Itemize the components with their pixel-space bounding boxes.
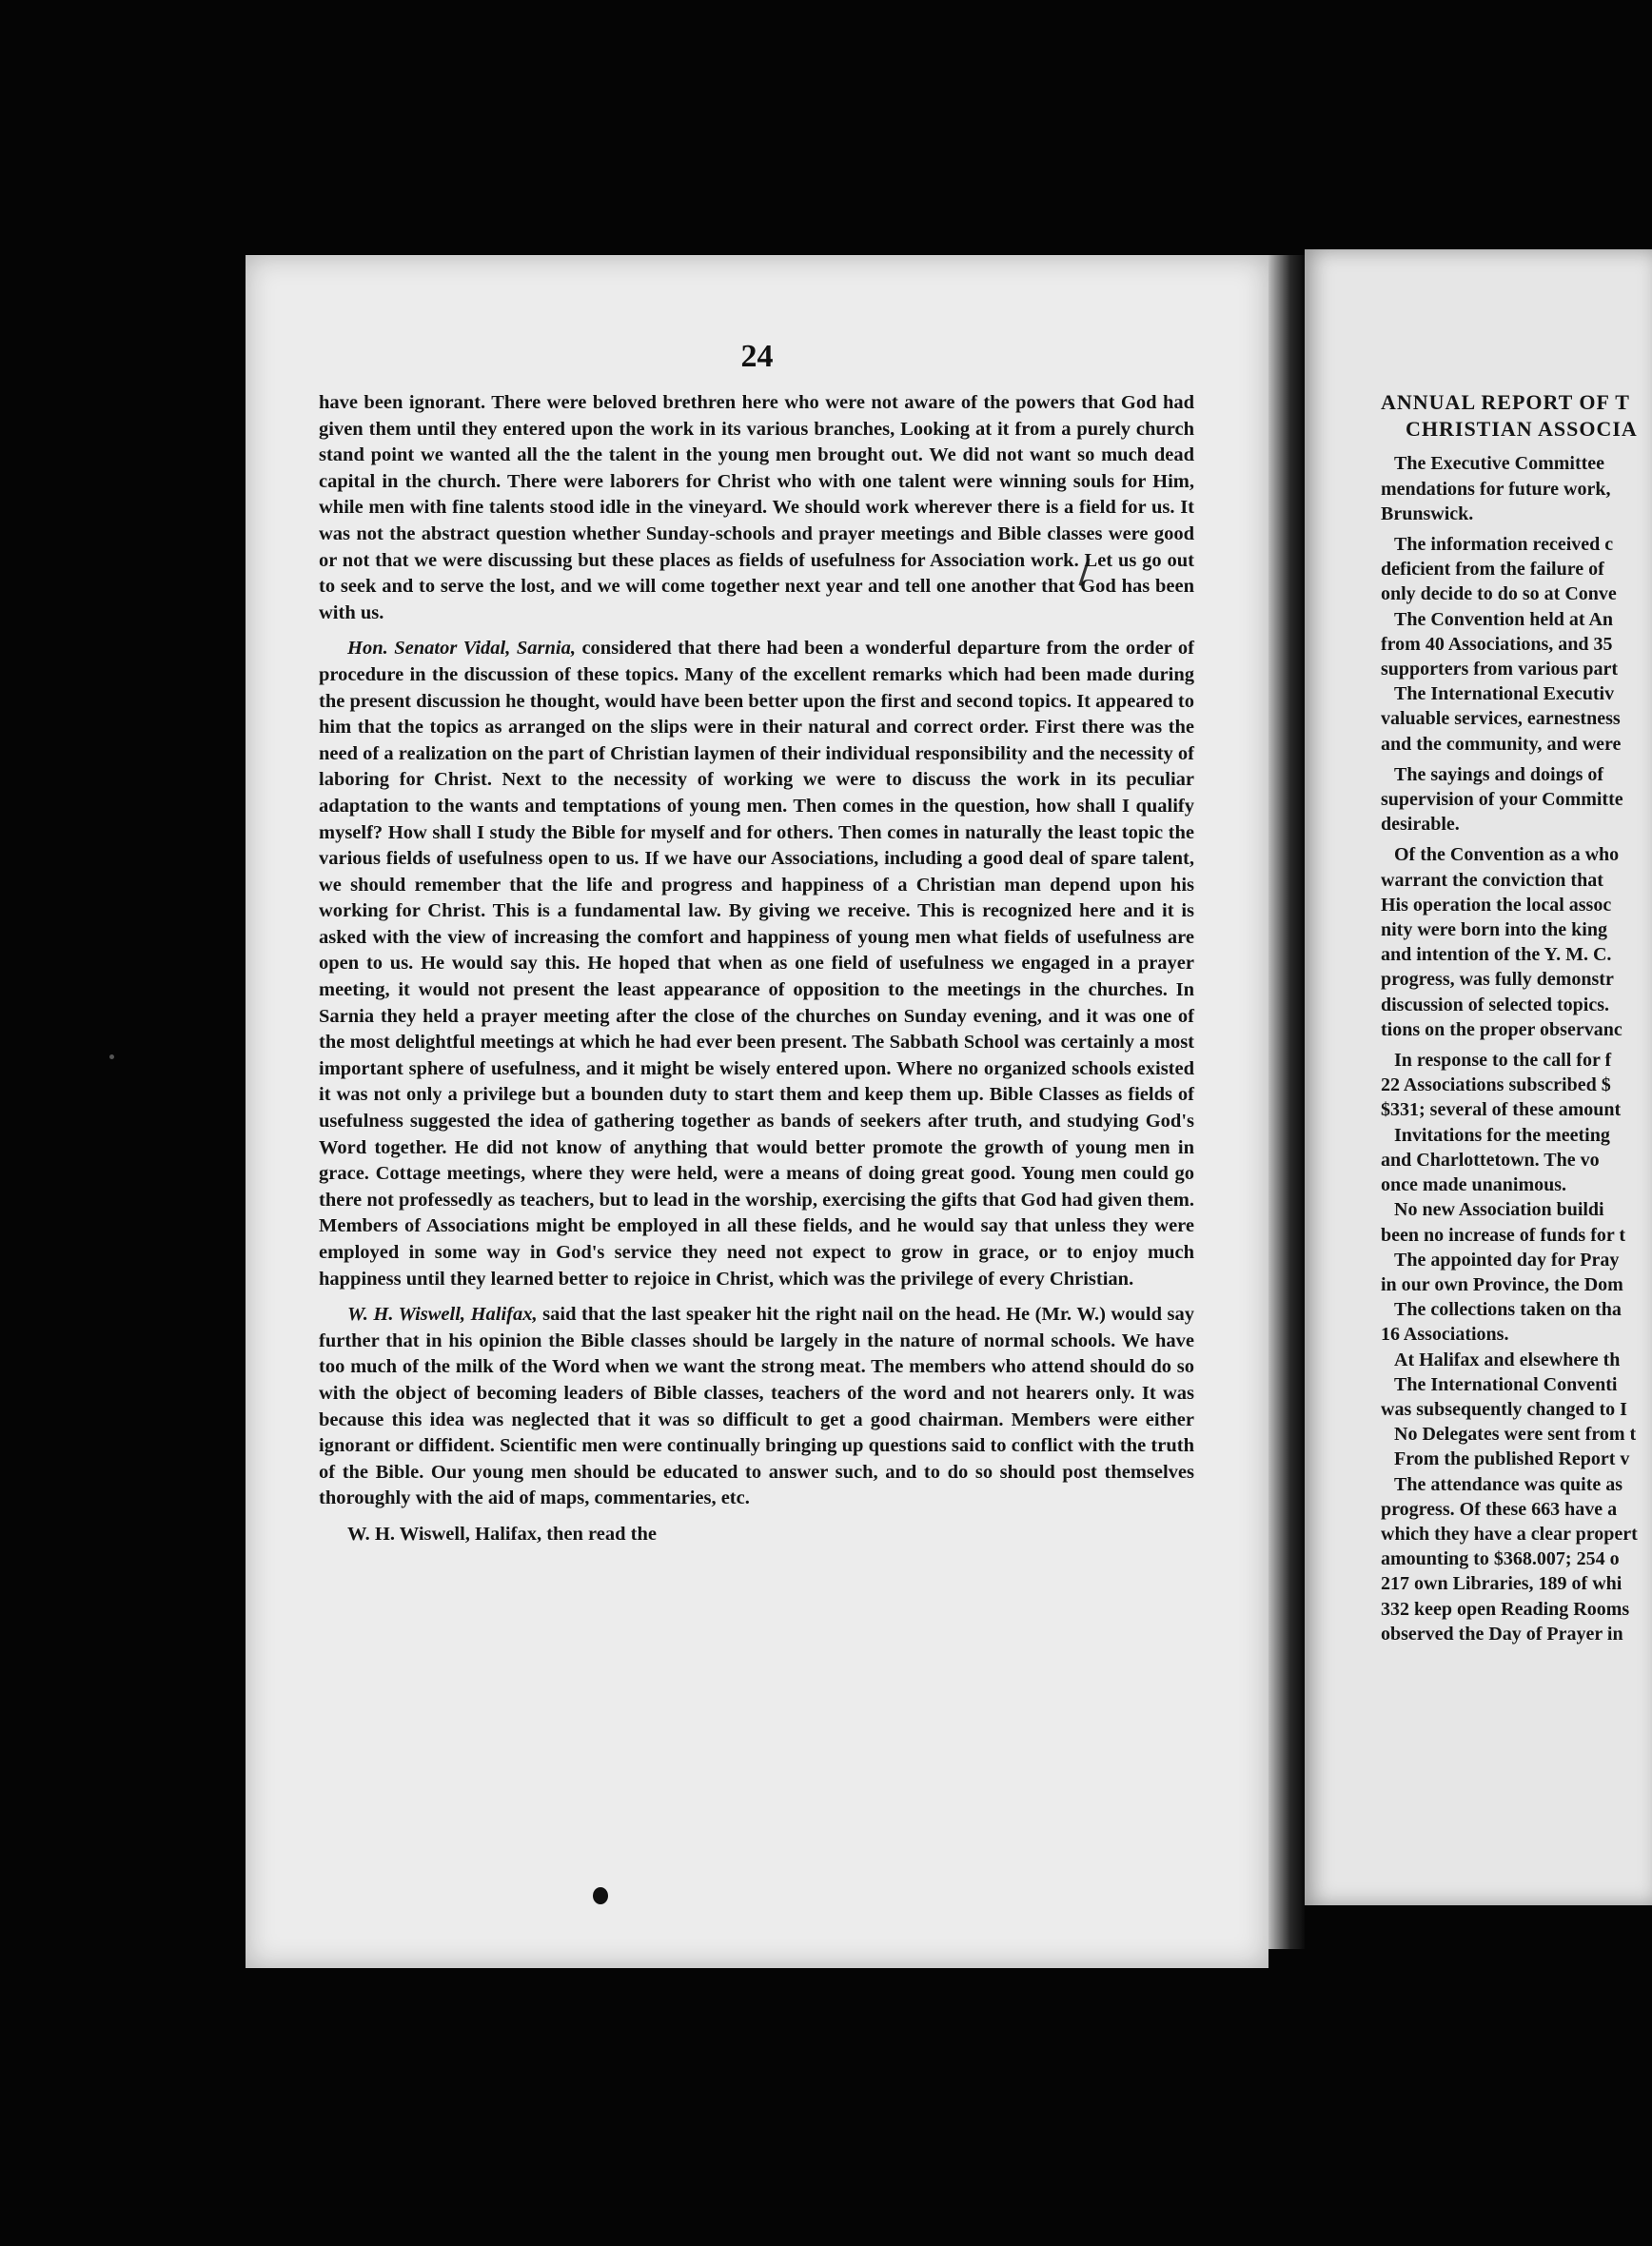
right-page-title: ANNUAL REPORT OF T — [1381, 390, 1630, 414]
right-page-line: tions on the proper observanc — [1381, 1018, 1622, 1040]
right-page-line: 16 Associations. — [1381, 1324, 1509, 1346]
right-page-line: amounting to $368.007; 254 o — [1381, 1548, 1620, 1570]
right-page-line: 22 Associations subscribed $ — [1381, 1074, 1611, 1096]
right-page-line: The Executive Committee — [1394, 453, 1605, 475]
right-page-line: once made unanimous. — [1381, 1174, 1567, 1196]
right-page-line: was subsequently changed to I — [1381, 1398, 1627, 1420]
right-page-line: desirable. — [1381, 814, 1460, 836]
right-page-line: from 40 Associations, and 35 — [1381, 633, 1613, 655]
right-page-line: been no increase of funds for t — [1381, 1224, 1626, 1246]
right-page-line: progress. Of these 663 have a — [1381, 1498, 1618, 1520]
dust-speck — [109, 1054, 114, 1059]
paragraph-2 — [319, 636, 1194, 1292]
left-page — [246, 255, 1268, 1968]
book-gutter — [1268, 255, 1305, 1949]
right-page-subtitle: CHRISTIAN ASSOCIA — [1406, 417, 1638, 442]
right-page-line: only decide to do so at Conve — [1381, 583, 1617, 605]
right-page-line: Of the Convention as a who — [1394, 844, 1620, 866]
right-page-line: valuable services, earnestness — [1381, 708, 1621, 730]
paragraph-body: considered that there had been a wonderful departure from the order of procedure in the discussion of these topics. Many of the excellent remarks which had been made during the present discussion he thought, would have been better upon the first and second topics. It appeared to him that the topics as arranged on the slips were in their natural and correct order. First there was the need of a realization on the part of Christian laymen of their individual responsibility and the necessity of laboring for Christ. Next to the necessity of working we were to discuss the work in its peculiar adaptation to the wants and temptations of young men. Then comes in the question, how shall I qualify myself? How shall I study the Bible for myself and for others. Then comes in naturally the least topic the various fields of usefulness open to us. If we have our Associations, including a good deal of spare talent, we should remember that the life and progress and happiness of a Christian man depend upon his working for Christ. This is a fundamental law. By giving we receive. This is recognized here and it is asked with the view of increasing the comfort and happiness of young men what fields of usefulness are open to us. He would say this. He hoped that when as one field of usefulness we engaged in a prayer meeting, it would not present the least appearance of opposition to the meetings in the churches. In Sarnia they held a prayer meeting after the close of the churches on Sunday evening, and it was one of the most delightful meetings at which he had ever been present. The Sabbath School was certainly a most important sphere of usefulness, and it might be wisely entered upon. Where no organized schools existed it was not only a privilege but a bounden duty to start them and keep them up. Bible Classes as fields of usefulness suggested the idea of gathering together as bands of seekers after truth, and studying God's Word together. He did not know of anything that would better promote the growth of young men in grace. Cottage meetings, where they were held, were a means of doing great good. Young men could go there not professedly as teachers, but to lead in the worship, exercising the gifts that God had given them. Members of Associations might be employed in all these fields, and he would say that unless they were employed in some way in God's service they need not expect to grow in grace, or to enjoy much happiness until they learned better to rejoice in Christ, which was the privilege of every Christian. — [319, 638, 1194, 1290]
right-page-line: 332 keep open Reading Rooms — [1381, 1598, 1630, 1620]
right-page-line: No Delegates were sent from t — [1394, 1424, 1637, 1446]
right-page-line: and the community, and were — [1381, 733, 1622, 755]
right-page-line: and intention of the Y. M. C. — [1381, 944, 1612, 966]
right-page-line: The Convention held at An — [1394, 608, 1614, 630]
right-page-line: Brunswick. — [1381, 502, 1474, 524]
left-page-text — [319, 390, 1194, 1558]
right-page-line: At Halifax and elsewhere th — [1394, 1349, 1621, 1370]
right-page-line: The sayings and doings of — [1394, 763, 1604, 785]
right-page-line: Invitations for the meeting — [1394, 1124, 1610, 1146]
paragraph-4: W. H. Wiswell, Halifax, then read the — [347, 1523, 657, 1545]
right-page-line: $331; several of these amount — [1381, 1099, 1622, 1121]
right-page-line: No new Association buildi — [1394, 1199, 1604, 1221]
page-number: 24 — [740, 339, 774, 374]
right-page — [1305, 249, 1652, 1905]
right-page-line: progress, was fully demonstr — [1381, 969, 1614, 991]
right-page-line: In response to the call for f — [1394, 1050, 1612, 1072]
right-page-line: observed the Day of Prayer in — [1381, 1623, 1623, 1645]
right-page-line: The International Conventi — [1394, 1373, 1618, 1395]
speaker-name: W. H. Wiswell, Halifax, — [347, 1304, 538, 1326]
right-page-line: The collections taken on tha — [1394, 1299, 1622, 1321]
right-page-line: deficient from the failure of — [1381, 559, 1604, 581]
right-page-line: The International Executiv — [1394, 683, 1615, 705]
right-page-line: discussion of selected topics. — [1381, 994, 1609, 1015]
right-page-line: supervision of your Committe — [1381, 789, 1623, 811]
right-page-lines — [1381, 451, 1652, 1646]
paragraph-body: said that the last speaker hit the right nail on the head. He (Mr. W.) would say further that in his opinion the Bible classes should be largely in the nature of normal schools. We have too much of the milk of the Word when we want the strong meat. The members who attend should do so with the object of becoming leaders of Bible classes, teachers of the word and not hearers only. It was because this idea was neglected that it was so difficult to get a good chairman. Members were either ignorant or diffident. Scientific men were continually bringing up questions said to conflict with the truth of the Bible. Our young men should be educated to answer such, and to do so should post themselves thoroughly with the aid of maps, commentaries, etc. — [319, 1304, 1195, 1509]
right-page-line: 217 own Libraries, 189 of whi — [1381, 1573, 1622, 1595]
right-page-line: which they have a clear propert — [1381, 1523, 1638, 1545]
right-page-line: supporters from various part — [1381, 659, 1619, 680]
right-page-line: and Charlottetown. The vo — [1381, 1149, 1600, 1171]
speaker-name: Hon. Senator Vidal, Sarnia, — [347, 638, 576, 660]
right-page-line: in our own Province, the Dom — [1381, 1273, 1623, 1295]
right-page-line: The attendance was quite as — [1394, 1473, 1623, 1495]
paragraph-1: have been ignorant. There were beloved brethren here who were not aware of the powers that God had given them until they entered upon the work in its various branches, Looking at it from a purely church stand point we wanted all the the talent in the young men brought out. We did not want so much dead capital in the church. There were laborers for Christ who with one talent were winning souls for Him, while men with fine talents stood idle in the vineyard. We should work wherever there is a field for us. It was not the abstract question whether Sunday-schools and prayer meetings and Bible classes were good or not that we were discussing but these places as fields of usefulness for Association work. Let us go out to seek and to serve the lost, and we will come together next year and tell one another that God has been with us. — [319, 392, 1194, 623]
ink-blot — [593, 1887, 608, 1904]
right-page-line: mendations for future work, — [1381, 478, 1611, 500]
right-page-line: The appointed day for Pray — [1394, 1249, 1620, 1271]
right-page-line: nity were born into the king — [1381, 919, 1607, 941]
right-page-line: His operation the local assoc — [1381, 894, 1612, 916]
paragraph-3 — [319, 1302, 1194, 1512]
right-page-line: warrant the conviction that — [1381, 869, 1603, 891]
right-page-line: The information received c — [1394, 534, 1614, 556]
right-page-line: From the published Report v — [1394, 1448, 1630, 1470]
right-page-text — [1381, 390, 1652, 1646]
